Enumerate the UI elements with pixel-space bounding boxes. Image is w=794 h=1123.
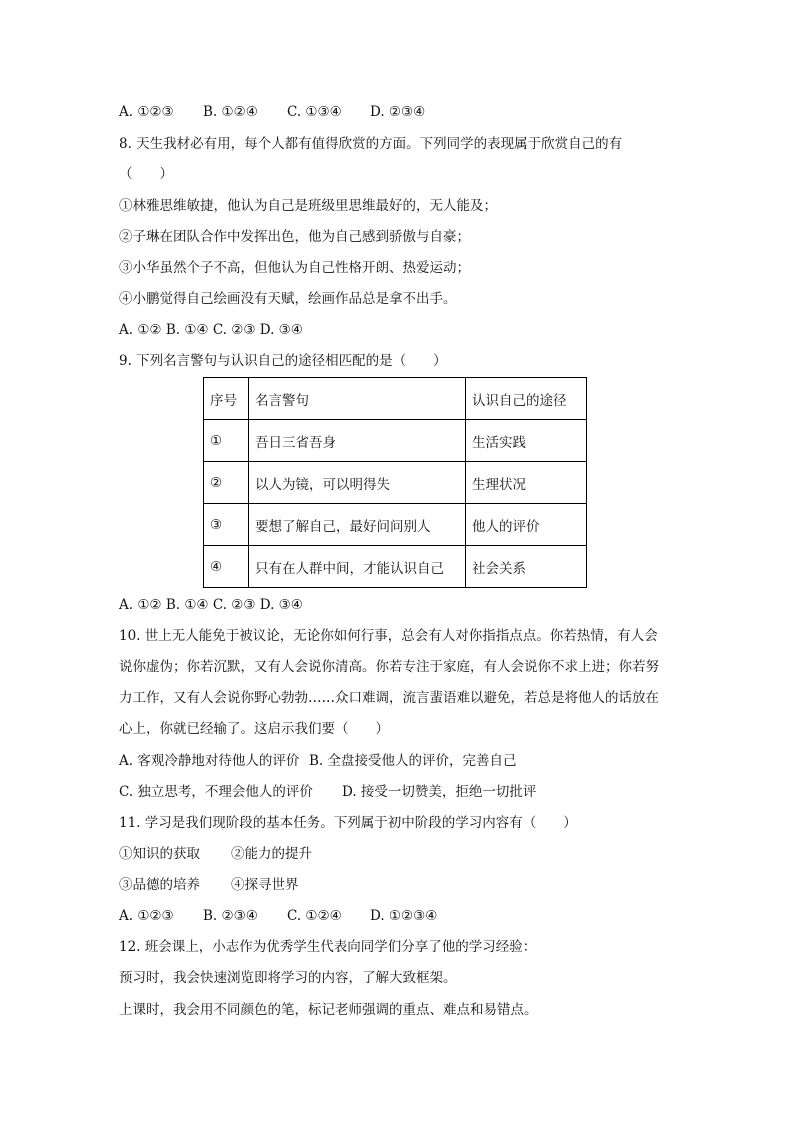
q10-option-a: A. 客观冷静地对待他人的评价 [119,753,300,769]
table-cell: 以人为镜，可以明得失 [249,462,466,504]
table-cell: ③ [204,504,249,546]
table-cell: 生理状况 [466,462,587,504]
q10-stem-line-3: 力工作，又有人会说你野心勃勃……众口难调，流言蜚语难以避免，若总是将他人的话放在 [119,690,659,706]
q10-option-b: B. 全盘接受他人的评价，完善自己 [309,753,517,769]
q11-items-row-1 [119,845,312,863]
q11-items-row-2 [119,876,299,894]
q9-options: A. ①② B. ①④ C. ②③ D. ③④ [119,597,303,613]
q10-options-row-1 [119,752,517,770]
q7-option-c: C. ①③④ [287,104,342,120]
table-cell: 社会关系 [466,546,587,588]
table-header-row [204,378,587,420]
q10-option-d: D. 接受一切赞美，拒绝一切批评 [342,784,537,800]
table-cell: 他人的评价 [466,504,587,546]
q11-option-a: A. ①②③ [119,908,174,924]
q9-table [203,377,587,588]
table-row [204,546,587,588]
q10-options-row-2 [119,783,536,801]
q12-paragraph-1: 预习时，我会快速浏览即将学习的内容，了解大致框架。 [119,970,457,986]
table-cell: ④ [204,546,249,588]
q11-option-d: D. ①②③④ [370,908,438,924]
table-cell: ② [204,462,249,504]
table-header-cell: 序号 [204,378,249,420]
q10-option-c: C. 独立思考，不理会他人的评价 [119,784,313,800]
q11-options [119,907,437,925]
q7-options [119,103,425,121]
table-cell: 只有在人群中间，才能认识自己 [249,546,466,588]
table-cell: 要想了解自己，最好问问别人 [249,504,466,546]
table-cell: 生活实践 [466,420,587,462]
table-row [204,462,587,504]
q9-stem: 9. 下列名言警句与认识自己的途径相匹配的是（ ） [119,353,447,369]
table-header-cell: 认识自己的途径 [466,378,587,420]
q7-option-b: B. ①②④ [203,104,258,120]
table-row [204,504,587,546]
q8-item-1: ①林雅思维敏捷，他认为自己是班级里思维最好的，无人能及； [119,198,497,214]
q11-option-b: B. ②③④ [203,908,258,924]
table-cell: 吾日三省吾身 [249,420,466,462]
q8-stem: 8. 天生我材必有用，每个人都有值得欣赏的方面。下列同学的表现属于欣赏自己的有 [119,136,623,152]
q10-stem-line-4: 心上，你就已经输了。这启示我们要（ ） [119,721,389,737]
table-header-cell: 名言警句 [249,378,466,420]
q8-options: A. ①② B. ①④ C. ②③ D. ③④ [119,322,303,338]
q11-item-3: ③品德的培养 [119,877,200,893]
q11-item-2: ②能力的提升 [231,846,312,862]
table-cell: ① [204,420,249,462]
q11-item-4: ④探寻世界 [231,877,299,893]
q11-stem: 11. 学习是我们现阶段的基本任务。下列属于初中阶段的学习内容有（ ） [119,815,577,831]
table-row [204,420,587,462]
q8-item-4: ④小鹏觉得自己绘画没有天赋，绘画作品总是拿不出手。 [119,291,457,307]
q11-item-1: ①知识的获取 [119,846,200,862]
q8-answer-paren: （ ） [119,166,173,182]
q7-option-a: A. ①②③ [119,104,174,120]
q8-item-2: ②子琳在团队合作中发挥出色，他为自己感到骄傲与自豪； [119,229,470,245]
q12-stem: 12. 班会课上，小志作为优秀学生代表向同学们分享了他的学习经验： [119,939,537,955]
q12-paragraph-2: 上课时，我会用不同颜色的笔，标记老师强调的重点、难点和易错点。 [119,1002,538,1018]
q10-stem-line-1: 10. 世上无人能免于被议论，无论你如何行事，总会有人对你指指点点。你若热情，有人会 [119,628,658,644]
q7-option-d: D. ②③④ [370,104,426,120]
q10-stem-line-2: 说你虚伪；你若沉默，又有人会说你清高。你若专注于家庭，有人会说你不求上进；你若努 [119,659,659,675]
q11-option-c: C. ①②④ [287,908,342,924]
q8-item-3: ③小华虽然个子不高，但他认为自己性格开朗、热爱运动； [119,260,470,276]
